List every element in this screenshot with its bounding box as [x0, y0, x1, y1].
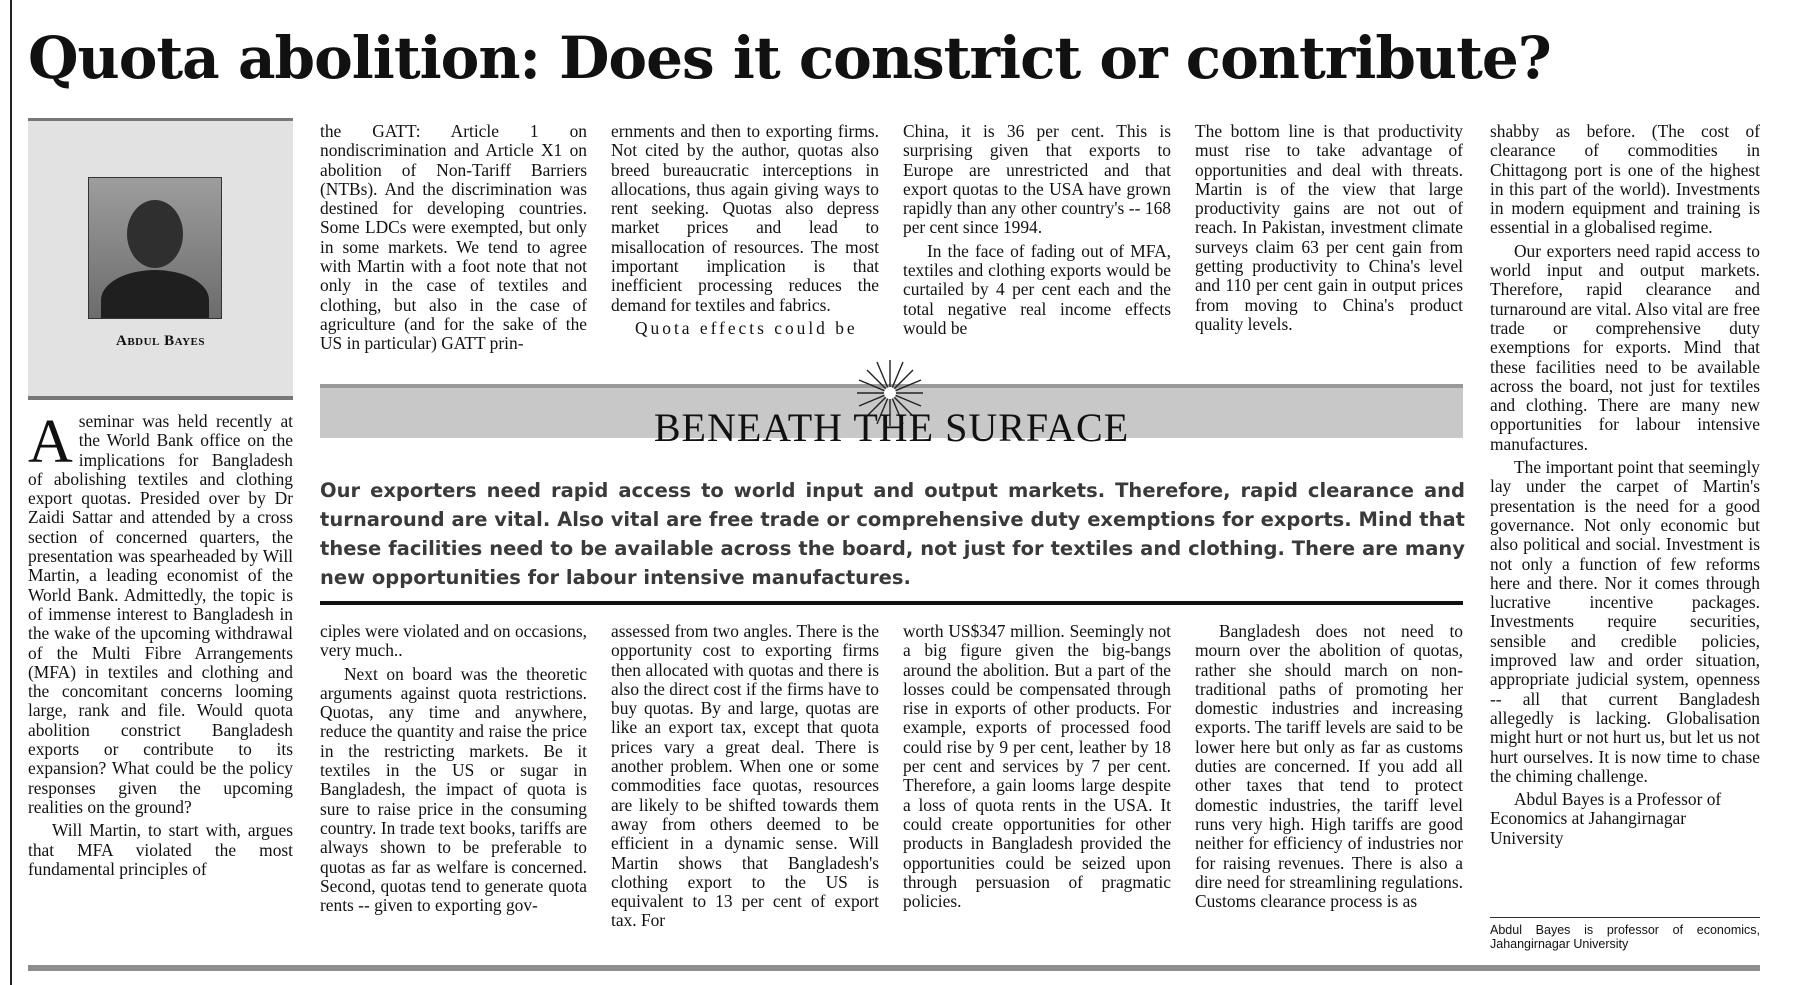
article-column-5-top: [1195, 122, 1463, 362]
article-column-4-bottom: [903, 622, 1171, 960]
section-title: BENEATH THE SURFACE: [653, 405, 1130, 450]
paragraph: China, it is 36 per cent. This is surprising given that exports to Europe are unrestricted and that export quotas to the USA have grown rapidly than any other country's -- 168 per cent since 1994.: [903, 122, 1171, 238]
paragraph: Abdul Bayes is a Professor of Economics at Jahangirnagar University: [1490, 789, 1722, 848]
paragraph: worth US$347 million. Seemingly not a big figure given the big-bangs around the abolition. But a part of the losses could be compensated through rise in exports of other products. For example, exports of processed food could rise by 9 per cent, leather by 18 per cent and services by 7 per cent. Therefore, a gain looms large despite a loss of quota rents in the USA. It could create opportunities for other products in Bangladesh provided the opportunities could be seized upon through persuasion of pragmatic policies.: [903, 622, 1171, 912]
drop-cap: A: [28, 412, 73, 476]
paragraph: In the face of fading out of MFA, textiles and clothing exports would be curtailed by 4 per cent each and the total negative real income effects would be: [903, 240, 1171, 338]
article-column-2-bottom: [320, 622, 587, 960]
bio-rule: [1490, 917, 1760, 918]
paragraph: ciples were violated and on occasions, very much..: [320, 622, 587, 661]
paragraph-text: seminar was held recently at the World Bank office on the implications for Bangladesh of abolishing textiles and clothing export quotas. Presided over by Dr Zaidi Sattar and attended by a cross section of concerned quarters, the presentation was spearheaded by Will Martin, a leading economist of the World Bank. Admittedly, the topic is of immense interest to Bangladesh in the wake of the upcoming withdrawal of the Multi Fibre Arrangements (MFA) in textiles and clothing and the concomitant concerns looming large, rank and file. Would quota abolition constrict Bangladesh exports or contribute to its expansion? What could be the policy responses given the upcoming realities on the ground?: [28, 412, 293, 817]
article-column-2-top: [320, 122, 587, 378]
pull-quote: Our exporters need rapid access to world input and output markets. Therefore, rapid clearance and turnaround are vital. Also vital are free trade or comprehensive duty exemptions for exports. Mind that these facilities need to be available across the board, not just for textiles and clothing. There are many new opportunities for labour intensive manufactures.: [320, 479, 1465, 589]
paragraph: Will Martin, to start with, argues that MFA violated the most fundamental principles of: [28, 820, 293, 879]
paragraph: assessed from two angles. There is the opportunity cost to exporting firms then allocated with quotas and there is also the direct cost if the firms have to buy quotas. By and large, quotas are like an export tax, except that quota prices vary a great deal. There is another problem. When one or some commodities face quotas, resources are likely to be shifted towards them away from others deemed to be efficient in a dynamic sense. Will Martin shows that Bangladesh's clothing export to the US is equivalent to 13 per cent of export tax. For: [611, 622, 879, 931]
paragraph: Next on board was the theoretic arguments against quota restrictions. Quotas, any time and anywhere, reduce the quantity and raise the price in the restricting markets. Be it textiles in the US or sugar in Bangladesh, the impact of quota is sure to raise price in the consuming country. In trade text books, tariffs are always shown to be preferable to quotas as far as welfare is concerned. Second, quotas tend to generate quota rents -- given to exporting gov-: [320, 663, 587, 916]
bottom-rule: [28, 965, 1760, 971]
author-name: Abdul Bayes: [116, 333, 205, 349]
article-column-3-top: [611, 122, 879, 366]
left-column-rule: [10, 0, 12, 985]
article-column-1: [28, 412, 293, 964]
paragraph: Quota effects could be: [635, 317, 858, 338]
article-column-4-top: [903, 122, 1171, 378]
pull-quote-rule: [320, 601, 1463, 605]
article-column-6: [1490, 122, 1760, 912]
paragraph: Our exporters need rapid access to world input and output markets. Therefore, rapid clearance and turnaround are vital. Also vital are free trade or comprehensive duty exemptions for exports. Mind that these facilities need to be available across the board, not just for textiles and clothing. There are many new opportunities for labour intensive manufactures.: [1490, 240, 1760, 454]
paragraph: [28, 412, 293, 817]
paragraph: ernments and then to exporting firms. Not cited by the author, quotas also breed bureaucratic interceptions in allocations, thus again giving ways to rent seeking. Quotas also depress market prices and lead to misallocation of resources. The most important implication is that inefficient processing reduces the demand for textiles and fabrics.: [611, 122, 879, 315]
author-bio-note: Abdul Bayes is professor of economics, Jahangirnagar University: [1490, 923, 1760, 951]
paragraph: The bottom line is that productivity must rise to take advantage of opportunities and deal with threats. Martin is of the view that large productivity gains are not out of reach. In Pakistan, investment climate surveys claim 63 per cent gain from getting productivity to China's level and 110 per cent gain in output prices from moving to China's product quality levels.: [1195, 122, 1463, 334]
author-box: [28, 118, 293, 400]
author-photo: [88, 177, 222, 319]
paragraph: the GATT: Article 1 on nondiscrimination and Article X1 on abolition of Non-Tariff Barriers (NTBs). And the discrimination was destined for developing countries. Some LDCs were exempted, but only in some markets. We tend to agree with Martin with a foot note that not only in the case of textiles and clothing, but also in the case of agriculture (and for the sake of the US in particular) GATT prin-: [320, 122, 587, 354]
paragraph: The important point that seemingly lay under the carpet of Martin's presentation is the need for a good governance. Not only economic but also political and social. Investment is not only a function of few reforms here and there. Nor it comes through lucrative incentive packages. Investments require securities, sensible and credible policies, improved law and order situation, appropriate judicial system, openness -- all that current Bangladesh allegedly is lacking. Globalisation might hurt or not hurt us, but let us not hurt ourselves. It is now time to chase the chiming challenge.: [1490, 457, 1760, 786]
article-column-3-bottom: [611, 622, 879, 960]
paragraph: shabby as before. (The cost of clearance of commodities in Chittagong port is one of the highest in this part of the world). Investments in modern equipment and training is essential in a globalised regime.: [1490, 122, 1760, 238]
article-column-5-bottom: [1195, 622, 1463, 960]
headline: Quota abolition: Does it constrict or contribute?: [28, 24, 1551, 92]
paragraph: Bangladesh does not need to mourn over the abolition of quotas, rather she should march on non-traditional paths of promoting her domestic industries and increasing exports. The tariff levels are said to be lower here but only as far as customs duties are concerned. If you add all other taxes that tend to protect domestic industries, the tariff level runs very high. High tariffs are good neither for efficiency of industries nor for raising revenues. There is also a dire need for streamlining regulations. Customs clearance process is as: [1195, 622, 1463, 912]
